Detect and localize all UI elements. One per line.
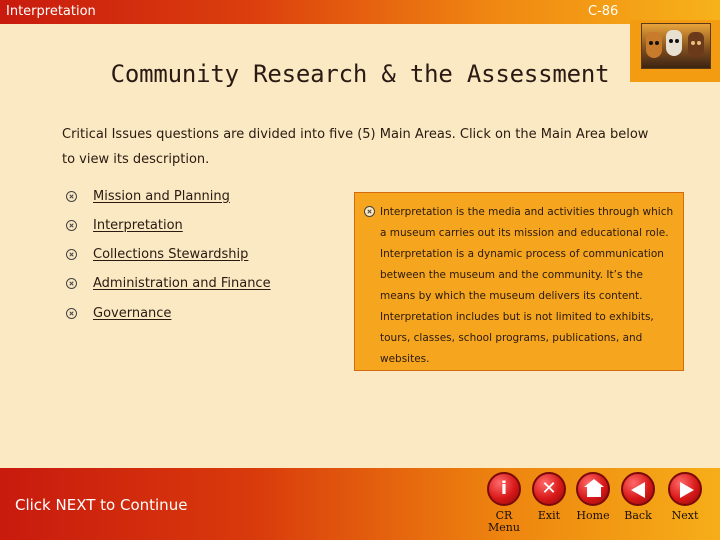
main-area-governance[interactable]	[66, 303, 171, 323]
nav-label: Back	[624, 509, 652, 522]
bullet-icon	[66, 220, 77, 231]
cr-menu-button[interactable]	[482, 472, 526, 536]
continue-instruction: Click NEXT to Continue	[15, 496, 188, 514]
section-title: Interpretation	[6, 4, 96, 19]
arrow-right-icon	[668, 472, 702, 506]
header-bar	[0, 0, 720, 24]
bullet-icon	[66, 191, 77, 202]
bullet-icon	[364, 206, 375, 217]
description-box	[354, 192, 684, 371]
main-area-administration-and-finance[interactable]	[66, 273, 271, 293]
main-area-interpretation[interactable]	[66, 215, 183, 235]
exit-button[interactable]	[527, 472, 571, 536]
main-area-collections-stewardship[interactable]	[66, 244, 248, 264]
close-icon: ✕	[532, 472, 566, 506]
main-area-link[interactable]: Interpretation	[93, 217, 183, 233]
description-text: Interpretation is the media and activities through which a museum carries out its mission and educational role. Interpretation is a dynamic process of communication between the museum and the community. It’s the means by which the museum delivers its content. Interpretation includes but is not limited to exhibits, tours, classes, school programs, publications, and websites.	[380, 206, 674, 365]
main-area-link[interactable]: Collections Stewardship	[93, 246, 249, 262]
bullet-icon	[66, 249, 77, 260]
main-area-link[interactable]: Governance	[93, 305, 172, 321]
main-area-link[interactable]: Administration and Finance	[93, 275, 271, 291]
footer-bar	[0, 468, 720, 540]
home-icon	[576, 472, 610, 506]
nav-label: Exit	[537, 509, 561, 522]
nav-label: Home	[576, 509, 610, 522]
main-area-mission-and-planning[interactable]	[66, 186, 230, 206]
arrow-left-icon	[621, 472, 655, 506]
nav-label: CR Menu	[488, 509, 520, 534]
page-code: C-86	[588, 4, 619, 19]
bullet-icon	[66, 308, 77, 319]
bullet-icon	[66, 278, 77, 289]
main-area-link[interactable]: Mission and Planning	[93, 188, 230, 204]
info-icon: i	[487, 472, 521, 506]
next-button[interactable]	[663, 472, 707, 536]
back-button[interactable]	[616, 472, 660, 536]
home-button[interactable]	[571, 472, 615, 536]
intro-text: Critical Issues questions are divided into five (5) Main Areas. Click on the Main Area below to view its description.	[62, 127, 649, 167]
nav-label: Next	[671, 509, 699, 522]
page-title: Community Research & the Assessment	[110, 60, 610, 88]
